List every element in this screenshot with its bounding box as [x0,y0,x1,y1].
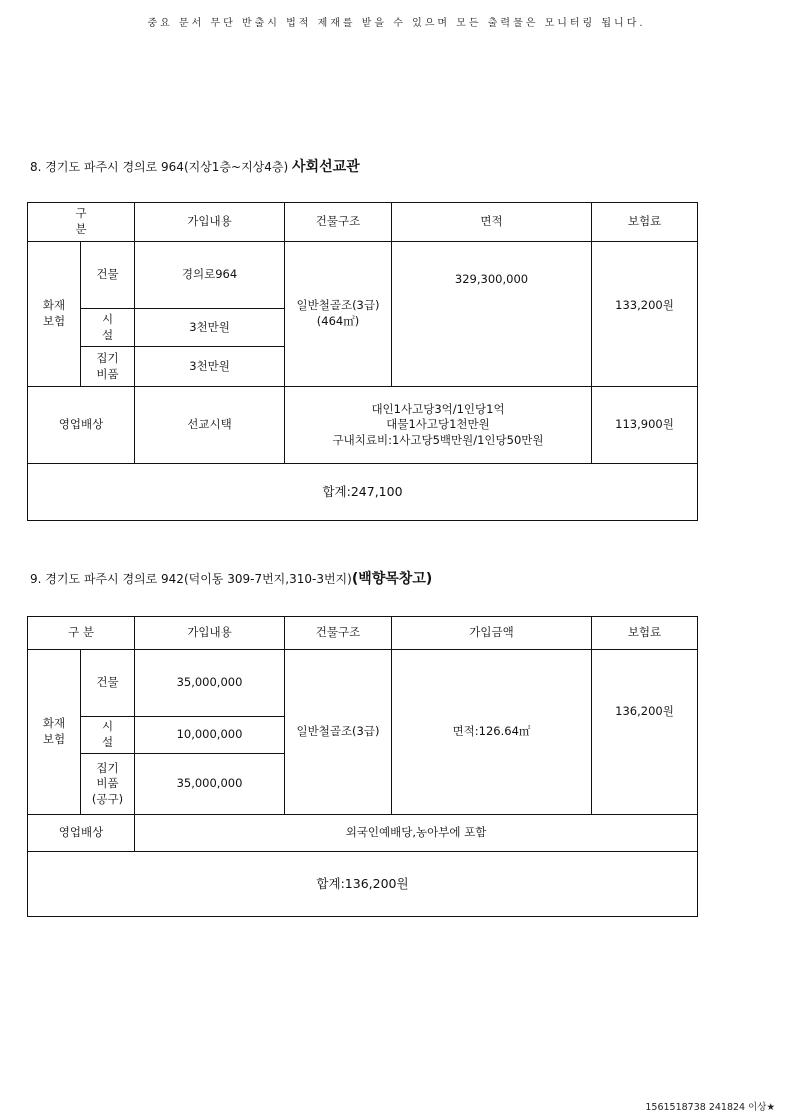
building-label: 건물 [81,242,135,309]
fixtures-label: 집기 비품 (공구) [81,754,135,815]
section-9-building-name: (백향목창고) [351,571,433,587]
area-value: 329,300,000 [392,242,592,387]
facility-label: 시 설 [81,717,135,754]
fire-insurance-label: 화재 보험 [28,650,81,815]
section-8-address: 8. 경기도 파주시 경의로 964(지상1층~지상4층) [30,160,289,174]
header-content: 가입내용 [135,617,285,650]
building-label: 건물 [81,650,135,717]
facility-value: 3천만원 [135,309,285,347]
section-8-title [30,156,360,176]
section-9-title [30,568,432,588]
document-footer-id: 1561518738 241824 이상★ [645,1102,775,1113]
building-value: 경의로964 [135,242,285,309]
section-9-total: 합계:136,200원 [28,852,698,917]
liability-label: 영업배상 [28,387,135,464]
header-amount: 가입금액 [392,617,592,650]
header-premium: 보험료 [592,617,698,650]
confidential-notice: 중요 문서 무단 반출시 법적 제재를 받을 수 있으며 모든 출력물은 모니터링 됩니다. [147,18,646,29]
header-category: 구 분 [28,617,135,650]
liability-content: 선교시택 [135,387,285,464]
fire-premium: 133,200원 [592,242,698,387]
building-structure: 일반철골조(3급) [285,650,392,815]
header-area: 면적 [392,203,592,242]
section-8-total: 합계:247,100 [28,464,698,521]
liability-label: 영업배상 [28,815,135,852]
area-value: 면적:126.64㎡ [392,650,592,815]
header-content: 가입내용 [135,203,285,242]
liability-coverage: 대인1사고당3억/1인당1억 대물1사고당1천만원 구내치료비:1사고당5백만원/1인당50만원 [285,387,592,464]
building-structure: 일반철골조(3급) (464㎡) [285,242,392,387]
fixtures-value: 3천만원 [135,347,285,387]
fixtures-label: 집기 비품 [81,347,135,387]
facility-label: 시 설 [81,309,135,347]
fixtures-value: 35,000,000 [135,754,285,815]
facility-value: 10,000,000 [135,717,285,754]
liability-note: 외국인예배당,농아부에 포함 [135,815,698,852]
section-9-address: 9. 경기도 파주시 경의로 942(덕이동 309-7번지,310-3번지) [30,572,352,586]
fire-premium: 136,200원 [592,650,698,815]
building-value: 35,000,000 [135,650,285,717]
section-9-table [27,616,698,917]
section-8-table [27,202,698,521]
header-premium: 보험료 [592,203,698,242]
section-8-building-name: 사회선교관 [292,159,360,175]
liability-premium: 113,900원 [592,387,698,464]
header-category: 구 분 [28,203,135,242]
header-structure: 건물구조 [285,203,392,242]
fire-insurance-label: 화재 보험 [28,242,81,387]
header-structure: 건물구조 [285,617,392,650]
